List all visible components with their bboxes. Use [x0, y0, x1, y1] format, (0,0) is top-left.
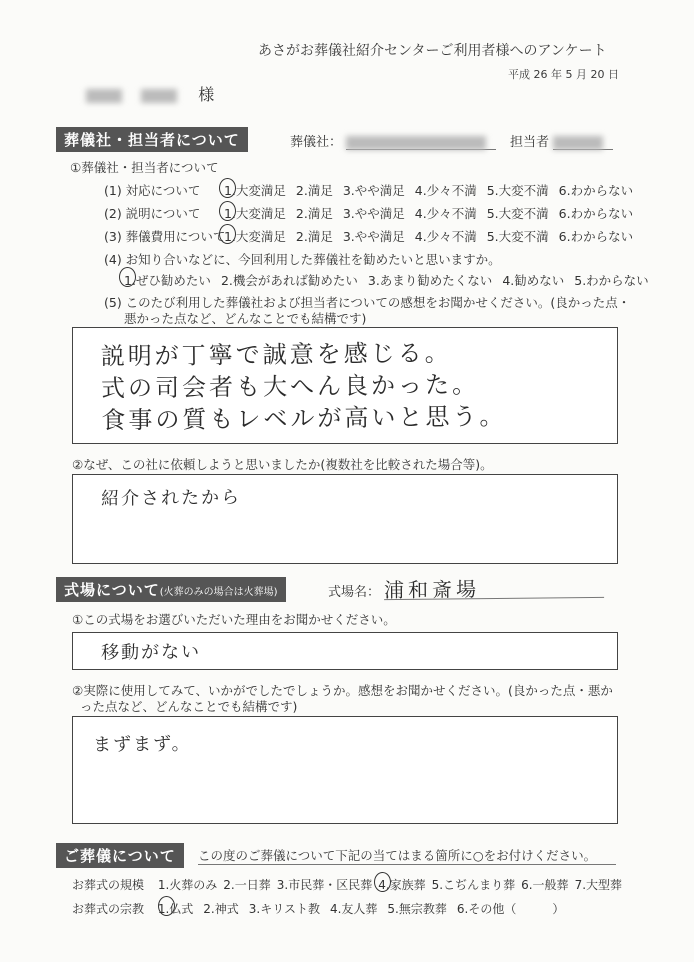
staff-value: [553, 135, 613, 150]
option[interactable]: 3.あまり勧めたくない: [367, 273, 493, 288]
option[interactable]: 2.満足: [295, 229, 333, 244]
option[interactable]: 4.家族葬: [378, 878, 426, 892]
funeral-instruction: この度のご葬儀について下記の当てはまる箇所に○をお付けください。: [198, 846, 616, 865]
religion-label: お葬式の宗教: [72, 902, 145, 916]
option[interactable]: 2.満足: [295, 183, 333, 198]
survey-title: あさがお葬儀社紹介センターご利用者様へのアンケート: [258, 43, 607, 59]
rating-label: (3) 葬儀費用について: [104, 229, 226, 244]
q2-title: ②なぜ、この社に依頼しようと思いましたか(複数社を比較された場合等)。: [72, 457, 493, 472]
scale-row: [72, 876, 622, 893]
redacted-company: [346, 136, 486, 150]
option[interactable]: 1.大変満足: [223, 229, 286, 244]
option[interactable]: 5.無宗教葬: [387, 902, 447, 916]
rating-options: [224, 206, 643, 221]
religion-options: [158, 902, 574, 916]
option[interactable]: 3.市民葬・区民葬: [276, 878, 373, 892]
option[interactable]: 6.わからない: [558, 183, 634, 198]
option[interactable]: 4.友人葬: [329, 902, 378, 916]
option[interactable]: 3.やや満足: [342, 183, 405, 198]
rating-row: [104, 181, 643, 199]
rating-label: (2) 説明について: [104, 206, 201, 221]
rating-row: [104, 204, 643, 222]
rating-options: [224, 229, 643, 244]
selection-circle: [219, 224, 236, 244]
q4-title: (4) お知り合いなどに、今回利用した葬儀社を勧めたいと思いますか。: [104, 252, 501, 267]
redacted-staff: [553, 136, 603, 150]
venue-q2-title-cont: った点など、どんなことでも結構です): [80, 699, 298, 714]
q5-title: (5) このたび利用した葬儀社および担当者についての感想をお聞かせください。(良かった点・: [104, 295, 631, 310]
option[interactable]: 3.キリスト教: [248, 902, 320, 916]
venue-field: [328, 577, 604, 603]
option[interactable]: 5.わからない: [574, 273, 649, 288]
option[interactable]: 6.わからない: [558, 229, 634, 244]
option[interactable]: 5.大変不満: [486, 229, 549, 244]
selection-circle: [219, 178, 236, 198]
company-value: [346, 135, 496, 150]
selection-circle: [119, 267, 136, 287]
q2-handwriting: 紹介されたから: [100, 487, 242, 510]
option[interactable]: 1.ぜひ勧めたい: [124, 273, 211, 288]
option[interactable]: 6.わからない: [558, 206, 634, 221]
respondent-name: [86, 82, 214, 105]
scale-label: お葬式の規模: [72, 878, 145, 892]
q1-title: ①葬儀社・担当者について: [70, 160, 219, 175]
venue-value: 浦和斎場: [384, 579, 604, 600]
option[interactable]: 6.その他（ ）: [456, 902, 565, 916]
option[interactable]: 4.少々不満: [414, 206, 477, 221]
option[interactable]: 4.勧めない: [502, 273, 565, 288]
venue-q2-handwriting: まずまず。: [92, 733, 192, 756]
option[interactable]: 5.大変不満: [486, 183, 549, 198]
staff-label: 担当者: [510, 135, 550, 150]
company-field: [290, 131, 496, 150]
venue-q2-answer-box[interactable]: [72, 716, 618, 824]
q5-handwriting: [72, 325, 617, 437]
option[interactable]: 1.大変満足: [223, 183, 286, 198]
selection-circle: [374, 872, 391, 892]
answer-line: 食事の質もレベルが高いと思う。: [101, 402, 507, 435]
company-label: 葬儀社：: [290, 135, 343, 150]
option[interactable]: 3.やや満足: [342, 229, 405, 244]
option[interactable]: 7.大型葬: [574, 878, 623, 892]
option[interactable]: 2.機会があれば勧めたい: [220, 273, 358, 288]
section-heading-funeral: ご葬儀について: [56, 843, 184, 868]
option[interactable]: 2.満足: [295, 206, 333, 221]
section-heading-funeral-company: 葬儀社・担当者について: [56, 127, 248, 152]
section-heading-venue: [56, 577, 286, 602]
option[interactable]: 6.一般葬: [521, 878, 569, 892]
q4-options: [124, 271, 659, 289]
option[interactable]: 1.火葬のみ: [157, 878, 218, 892]
venue-label: 式場名：: [328, 585, 381, 600]
survey-date: 平成 26 年 5 月 20 日: [508, 68, 619, 81]
redacted-name: [141, 89, 177, 103]
q5-answer-box[interactable]: [72, 327, 618, 444]
q2-answer-box[interactable]: [72, 474, 618, 564]
venue-heading-note: (火葬のみの場合は火葬場): [159, 587, 278, 598]
answer-line: 式の司会者も大へん良かった。: [100, 370, 480, 403]
option[interactable]: 4.少々不満: [414, 183, 477, 198]
venue-q1-title: ①この式場をお選びいただいた理由をお聞かせください。: [72, 612, 396, 627]
rating-options: [224, 183, 643, 198]
staff-field: [510, 131, 613, 150]
option[interactable]: 4.少々不満: [414, 229, 477, 244]
selection-circle: [219, 201, 236, 221]
option[interactable]: 5.こぢんまり葬: [431, 878, 516, 892]
q5-title-cont: 悪かった点など、どんなことでも結構です): [124, 311, 367, 326]
venue-q2-title: ②実際に使用してみて、いかがでしたでしょうか。感想をお聞かせください。(良かった点・悪か: [72, 683, 613, 698]
option[interactable]: 2.一日葬: [223, 878, 271, 892]
selection-circle: [158, 896, 175, 916]
honorific: 様: [198, 85, 215, 104]
option[interactable]: 2.神式: [203, 902, 239, 916]
option[interactable]: 3.やや満足: [342, 206, 405, 221]
redacted-name: [86, 89, 122, 103]
venue-heading-text: 式場について: [64, 581, 160, 599]
option[interactable]: 1.仏式: [157, 902, 194, 916]
option[interactable]: 5.大変不満: [486, 206, 549, 221]
religion-row: [72, 900, 574, 917]
option[interactable]: 1.大変満足: [223, 206, 286, 221]
answer-line: 説明が丁寧で誠意を感じる。: [100, 338, 452, 371]
venue-q1-answer-box[interactable]: [72, 632, 618, 670]
venue-q1-handwriting: 移動がない: [100, 641, 202, 664]
rating-label: (1) 対応について: [104, 183, 201, 198]
rating-row: [104, 227, 643, 245]
